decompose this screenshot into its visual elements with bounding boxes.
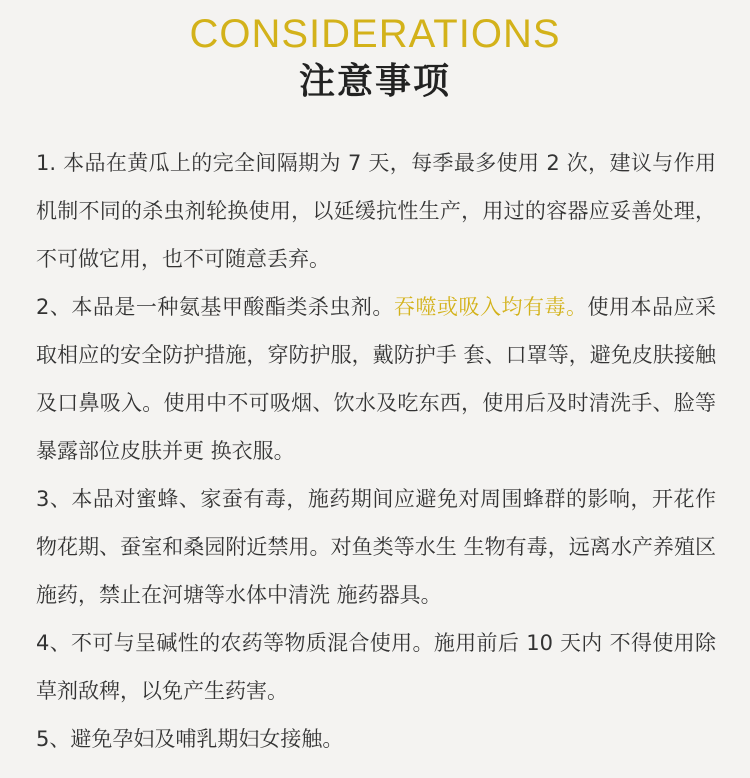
consideration-item-4	[36, 619, 716, 715]
consideration-item-1	[36, 139, 716, 283]
consideration-item-2	[36, 283, 716, 475]
consideration-text: 使用本品应采取相应的安全防护措施，穿防护服，戴防护手 套、口罩等，避免皮肤接触及口鼻吸入。使用中不可吸烟、饮水及吃东西，使用后及时清洗手、脸等暴露部位皮肤并更 换衣服。	[36, 295, 717, 463]
consideration-text: 4、不可与呈碱性的农药等物质混合使用。施用前后 10 天内 不得使用除草剂敌稗，以免产生药害。	[36, 631, 716, 703]
title-chinese: 注意事项	[298, 61, 451, 102]
consideration-item-5	[36, 715, 716, 763]
consideration-text: 2、本品是一种氨基甲酸酯类杀虫剂。	[36, 295, 394, 319]
consideration-text: 5、避免孕妇及哺乳期妇女接触。	[36, 727, 344, 751]
consideration-text: 3、本品对蜜蜂、家蚕有毒，施药期间应避免对周围蜂群的影响，开花作物花期、蚕室和桑园附近禁用。对鱼类等水生 生物有毒，远离水产养殖区施药，禁止在河塘等水体中清洗 施药器具。	[36, 487, 716, 607]
consideration-text: 1. 本品在黄瓜上的完全间隔期为 7 天，每季最多使用 2 次，建议与作用机制不同的杀虫剂轮换使用，以延缓抗性生产，用过的容器应妥善处理，不可做它用，也不可随意丢弃。	[36, 151, 716, 271]
toxicity-warning: 吞噬或吸入均有毒。	[393, 295, 588, 319]
title-english: CONSIDERATIONS	[189, 12, 561, 56]
consideration-item-3	[36, 475, 716, 619]
considerations-list	[36, 139, 716, 763]
